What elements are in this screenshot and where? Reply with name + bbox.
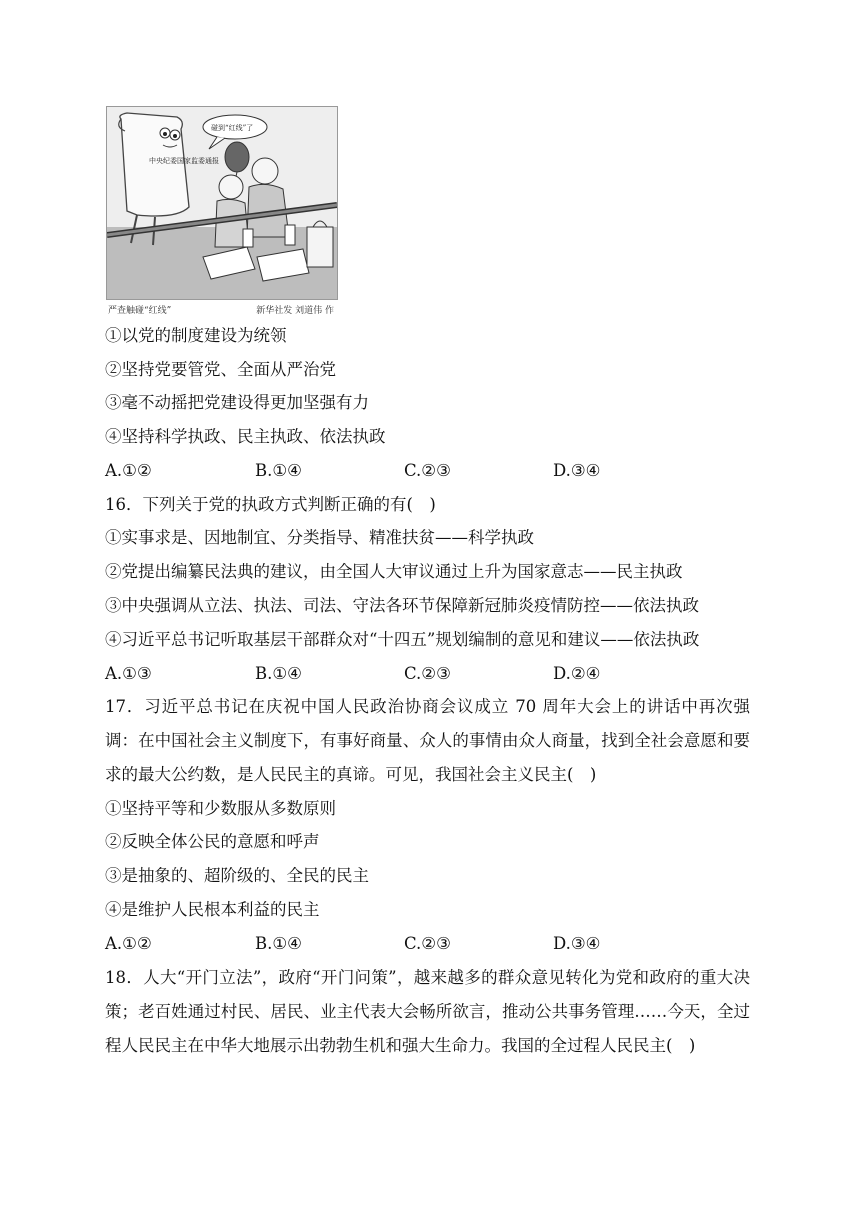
- q17-option-d: D.③④: [553, 934, 601, 953]
- q17-item-1: ①坚持平等和少数服从多数原则: [105, 799, 336, 818]
- q15-item-2: ②坚持党要管党、全面从严治党: [105, 360, 336, 379]
- q17-option-a: A.①②: [105, 934, 152, 953]
- q16-option-a: A.①③: [105, 664, 152, 683]
- q16-item-1: ①实事求是、因地制宜、分类指导、精准扶贫——科学执政: [105, 528, 534, 547]
- q15-option-c: C.②③: [404, 461, 451, 480]
- cartoon-doc-text: 中央纪委国家监委通报: [149, 157, 219, 165]
- cartoon-image: [106, 106, 338, 300]
- q17-option-c: C.②③: [404, 934, 451, 953]
- q16-item-2: ②党提出编纂民法典的建议，由全国人大审议通过上升为国家意志——民主执政: [105, 562, 683, 581]
- q15-item-3: ③毫不动摇把党建设得更加坚强有力: [105, 393, 369, 412]
- q17-option-b: B.①④: [255, 934, 302, 953]
- q17-stem: 17．习近平总书记在庆祝中国人民政治协商会议成立 70 周年大会上的讲话中再次强调：在中国社会主义制度下，有事好商量、众人的事情由众人商量，找到全社会意愿和要求的最大公约数，是人民民主的真谛。可见，我国社会主义民主( ): [105, 697, 750, 784]
- cartoon-caption-title: 严查触碰“红线”: [108, 306, 172, 316]
- q15-option-a: A.①②: [105, 461, 152, 480]
- cartoon-caption-credit: 新华社发 刘道伟 作: [256, 306, 334, 316]
- q17-item-2: ②反映全体公民的意愿和呼声: [105, 832, 320, 851]
- q16-option-c: C.②③: [404, 664, 451, 683]
- q18-stem: 18．人大“开门立法”，政府“开门问策”，越来越多的群众意见转化为党和政府的重大决策；老百姓通过村民、居民、业主代表大会畅所欲言，推动公共事务管理……今天，全过程人民民主在中华大地展示出勃勃生机和强大生命力。我国的全过程人民民主( ): [105, 968, 750, 1055]
- q15-option-b: B.①④: [255, 461, 302, 480]
- q16-stem: 16．下列关于党的执政方式判断正确的有( ): [105, 495, 436, 514]
- cartoon-drawing: [107, 107, 337, 299]
- q16-option-b: B.①④: [255, 664, 302, 683]
- q16-option-d: D.②④: [553, 664, 601, 683]
- q17-item-4: ④是维护人民根本利益的民主: [105, 900, 320, 919]
- q16-item-4: ④习近平总书记听取基层干部群众对“十四五”规划编制的意见和建议——依法执政: [105, 630, 700, 649]
- q16-item-3: ③中央强调从立法、执法、司法、守法各环节保障新冠肺炎疫情防控——依法执政: [105, 596, 699, 615]
- cartoon-bubble-text: 碰到“红线”了: [211, 124, 254, 132]
- cartoon-figure: [106, 106, 336, 318]
- q17-item-3: ③是抽象的、超阶级的、全民的民主: [105, 866, 369, 885]
- q15-option-d: D.③④: [553, 461, 601, 480]
- q15-item-1: ①以党的制度建设为统领: [105, 326, 287, 345]
- q15-item-4: ④坚持科学执政、民主执政、依法执政: [105, 427, 386, 446]
